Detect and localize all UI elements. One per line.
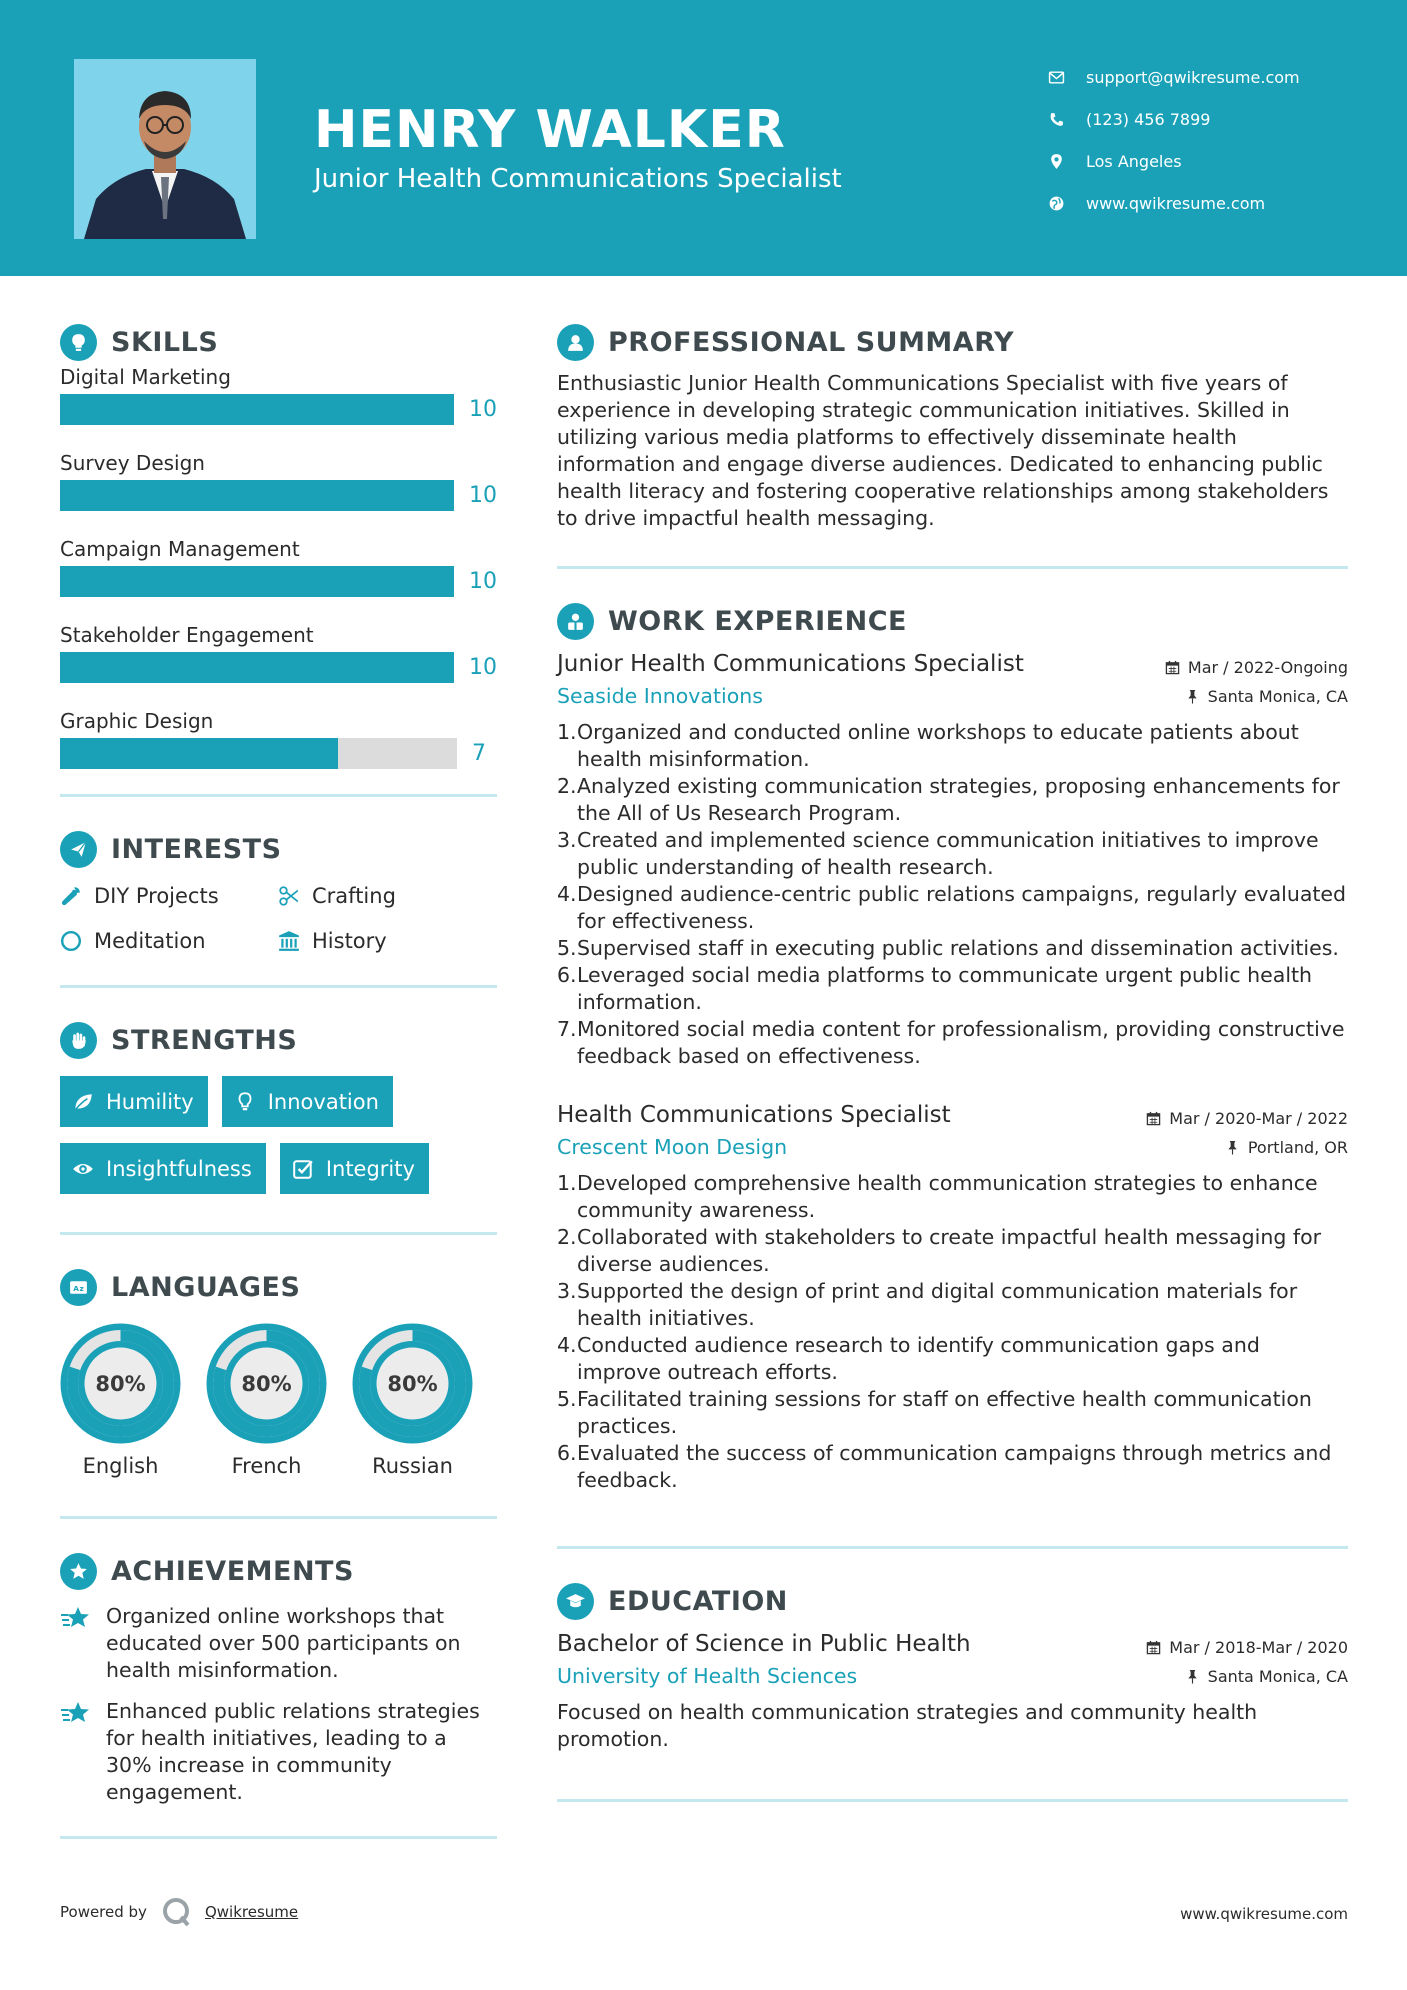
achievement-item — [60, 1698, 497, 1806]
right-column — [557, 318, 1348, 1802]
skill-name: Survey Design — [60, 451, 205, 475]
languages-title: LANGUAGES — [111, 1271, 301, 1303]
section-divider — [60, 1516, 497, 1519]
job-dates-text: Mar / 2022-Ongoing — [1187, 658, 1348, 677]
interest-label: Meditation — [94, 928, 206, 953]
education-location — [1185, 1667, 1348, 1686]
left-column — [60, 318, 497, 1839]
job-dates — [1165, 658, 1348, 677]
star-icon — [60, 1700, 92, 1728]
job-bullet: 3. Created and implemented science communication initiatives to improve public understanding of health research. — [557, 828, 1319, 879]
user-icon — [557, 324, 594, 361]
language-level: 80% — [387, 1372, 438, 1396]
strength-label: Integrity — [325, 1156, 415, 1181]
skill-item — [60, 618, 497, 683]
skill-bar-fill — [60, 394, 454, 425]
work-title: WORK EXPERIENCE — [608, 605, 907, 637]
contact-location — [1048, 140, 1300, 182]
candidate-title: Junior Health Communications Specialist — [314, 164, 842, 194]
skill-item — [60, 446, 497, 511]
contact-email-text: support@qwikresume.com — [1086, 67, 1300, 87]
education-title: EDUCATION — [608, 1585, 788, 1617]
interests-title: INTERESTS — [111, 833, 282, 865]
interest-label: DIY Projects — [94, 883, 219, 908]
achievements-section — [60, 1547, 497, 1806]
skill-name: Campaign Management — [60, 537, 300, 561]
summary-section — [557, 318, 1348, 532]
job-bullet: 1. Developed comprehensive health communication strategies to enhance community awareness. — [557, 1171, 1318, 1222]
contact-list — [1048, 56, 1300, 224]
education-description: Focused on health communication strategies and community health promotion. — [557, 1700, 1258, 1751]
contact-website[interactable] — [1048, 182, 1300, 224]
skill-value: 10 — [469, 655, 497, 680]
section-divider — [60, 1232, 497, 1235]
job-location-text: Portland, OR — [1247, 1137, 1348, 1157]
skill-value: 10 — [469, 483, 497, 508]
language-item — [60, 1323, 181, 1478]
achievement-text: Enhanced public relations strategies for health initiatives, leading to a 30% increase in community engagement. — [106, 1699, 480, 1804]
language-name: French — [231, 1454, 302, 1478]
paper-plane-icon — [60, 831, 97, 868]
strength-tag — [60, 1143, 266, 1194]
contact-website-text: www.qwikresume.com — [1086, 193, 1266, 213]
skill-bar — [60, 480, 454, 511]
company-name: Seaside Innovations — [557, 684, 763, 708]
calendar-icon — [1146, 1111, 1161, 1126]
education-dates-text: Mar / 2018-Mar / 2020 — [1169, 1638, 1348, 1657]
education-location-text: Santa Monica, CA — [1207, 1666, 1348, 1686]
check-square-icon — [292, 1158, 314, 1180]
svg-text:A: A — [73, 1283, 79, 1293]
resume-header — [0, 0, 1407, 276]
job-dates-text: Mar / 2020-Mar / 2022 — [1169, 1109, 1348, 1128]
calendar-icon — [1165, 660, 1180, 675]
interest-item — [60, 924, 278, 957]
skill-name: Stakeholder Engagement — [60, 623, 314, 647]
footer-website[interactable]: www.qwikresume.com — [1180, 1905, 1348, 1923]
strength-tag — [60, 1076, 208, 1127]
circle-icon — [60, 930, 82, 952]
school-name: University of Health Sciences — [557, 1664, 858, 1688]
job-bullet: 6. Leveraged social media platforms to communicate urgent public health information. — [557, 963, 1313, 1014]
interest-item — [278, 879, 496, 912]
institution-icon — [278, 930, 300, 952]
degree-title: Bachelor of Science in Public Health — [557, 1631, 971, 1657]
job-bullets — [557, 719, 1348, 1070]
job-bullet: 1. Organized and conducted online workshops to educate patients about health misinformation. — [557, 720, 1299, 771]
qwikresume-logo-icon — [161, 1896, 193, 1928]
education-section — [557, 1577, 1348, 1753]
section-divider — [60, 1836, 497, 1839]
skill-value: 10 — [469, 397, 497, 422]
job-bullet: 5. Facilitated training sessions for staff on effective health communication practices. — [557, 1387, 1312, 1438]
brand-link[interactable]: Qwikresume — [204, 1903, 299, 1921]
contact-phone-text: (123) 456 7899 — [1086, 109, 1211, 129]
section-divider — [60, 985, 497, 988]
language-ring — [206, 1323, 327, 1444]
job-bullet: 5. Supervised staff in executing public relations and dissemination activities. — [557, 936, 1339, 960]
skill-bar — [60, 566, 454, 597]
envelope-icon — [1048, 69, 1065, 86]
language-ring — [352, 1323, 473, 1444]
interest-item — [60, 879, 278, 912]
star-badge-icon — [60, 1553, 97, 1590]
language-ring — [60, 1323, 181, 1444]
section-divider — [557, 1799, 1348, 1802]
strength-tag — [280, 1143, 429, 1194]
skill-bar — [60, 394, 454, 425]
skill-item — [60, 704, 497, 769]
scissors-icon — [278, 885, 300, 907]
person-portrait-icon — [74, 59, 256, 239]
hand-icon — [60, 1022, 97, 1059]
job-bullet: 2. Analyzed existing communication strategies, proposing enhancements for the All of Us Research Program. — [557, 774, 1340, 825]
skill-name: Digital Marketing — [60, 365, 231, 389]
language-item — [352, 1323, 473, 1478]
strengths-title: STRENGTHS — [111, 1024, 298, 1056]
languages-section — [60, 1263, 497, 1478]
summary-text: Enthusiastic Junior Health Communications Specialist with five years of experience in developing strategic communication initiatives. Skilled in utilizing various media platforms to effectively disseminate health information and engage diverse audiences. Dedicated to enhancing public health literacy and fostering cooperative relationships among stakeholders to drive impactful health messaging. — [557, 371, 1329, 530]
job-bullets — [557, 1170, 1348, 1494]
achievement-item — [60, 1603, 497, 1684]
skill-bar-fill — [60, 480, 454, 511]
skill-value: 7 — [472, 741, 486, 766]
candidate-name: HENRY WALKER — [314, 100, 786, 160]
interest-item — [278, 924, 496, 957]
work-section — [557, 597, 1348, 1494]
job-bullet: 2. Collaborated with stakeholders to create impactful health messaging for diverse audiences. — [557, 1225, 1322, 1276]
section-divider — [557, 1546, 1348, 1549]
svg-text:z: z — [79, 1283, 84, 1293]
skill-bar-fill — [60, 738, 338, 769]
skill-item — [60, 360, 497, 425]
leaf-icon — [72, 1091, 94, 1113]
job-bullet: 6. Evaluated the success of communication campaigns through metrics and feedback. — [557, 1441, 1332, 1492]
pushpin-icon — [1185, 689, 1200, 704]
skill-bar-fill — [60, 652, 454, 683]
map-marker-icon — [1048, 153, 1065, 170]
eye-icon — [72, 1158, 94, 1180]
wrench-icon — [60, 885, 82, 907]
skill-bar — [60, 652, 454, 683]
globe-icon — [1048, 195, 1065, 212]
job-location — [1185, 687, 1348, 706]
strength-label: Innovation — [267, 1089, 379, 1114]
section-divider — [557, 566, 1348, 569]
phone-icon — [1048, 111, 1065, 128]
footer-powered-by — [60, 1896, 298, 1928]
skill-bar-fill — [60, 566, 454, 597]
job-title: Junior Health Communications Specialist — [557, 651, 1024, 677]
powered-by-label: Powered by — [60, 1903, 147, 1921]
job-bullet: 4. Designed audience-centric public relations campaigns, regularly evaluated for effectiveness. — [557, 882, 1347, 933]
job-title: Health Communications Specialist — [557, 1102, 951, 1128]
skill-value: 10 — [469, 569, 497, 594]
interest-label: History — [312, 928, 387, 953]
briefcase-user-icon — [557, 603, 594, 640]
language-item — [206, 1323, 327, 1478]
education-dates — [1146, 1638, 1348, 1657]
language-icon — [60, 1269, 97, 1306]
contact-email[interactable] — [1048, 56, 1300, 98]
lightbulb-icon — [60, 324, 97, 361]
profile-photo — [74, 59, 256, 239]
graduate-icon — [557, 1583, 594, 1620]
achievements-title: ACHIEVEMENTS — [111, 1555, 354, 1587]
company-name: Crescent Moon Design — [557, 1135, 788, 1159]
section-divider — [60, 794, 497, 797]
language-name: English — [82, 1454, 159, 1478]
language-name: Russian — [372, 1454, 453, 1478]
pushpin-icon — [1225, 1140, 1240, 1155]
job-entry — [557, 1096, 1348, 1494]
skills-section — [60, 318, 497, 769]
strengths-section — [60, 1016, 497, 1194]
job-bullet: 7. Monitored social media content for professionalism, providing constructive feedback based on effectiveness. — [557, 1017, 1345, 1068]
job-location-text: Santa Monica, CA — [1207, 686, 1348, 706]
strength-tag — [222, 1076, 393, 1127]
skill-bar — [60, 738, 457, 769]
contact-phone[interactable] — [1048, 98, 1300, 140]
skill-item — [60, 532, 497, 597]
interest-label: Crafting — [312, 883, 396, 908]
skill-name: Graphic Design — [60, 709, 214, 733]
job-location — [1225, 1138, 1348, 1157]
strength-label: Insightfulness — [106, 1156, 252, 1181]
language-level: 80% — [95, 1372, 146, 1396]
skills-title: SKILLS — [111, 326, 219, 358]
strength-label: Humility — [106, 1089, 194, 1114]
job-bullet: 4. Conducted audience research to identify communication gaps and improve outreach efforts. — [557, 1333, 1260, 1384]
summary-title: PROFESSIONAL SUMMARY — [608, 326, 1015, 358]
job-entry — [557, 645, 1348, 1070]
pushpin-icon — [1185, 1669, 1200, 1684]
lightbulb-icon — [234, 1091, 256, 1113]
job-dates — [1146, 1109, 1348, 1128]
job-bullet: 3. Supported the design of print and digital communication materials for health initiatives. — [557, 1279, 1298, 1330]
language-level: 80% — [241, 1372, 292, 1396]
interests-section — [60, 825, 497, 957]
education-entry — [557, 1625, 1348, 1753]
star-icon — [60, 1605, 92, 1633]
achievement-text: Organized online workshops that educated over 500 participants on health misinformation. — [106, 1604, 461, 1682]
contact-location-text: Los Angeles — [1086, 151, 1182, 171]
calendar-icon — [1146, 1640, 1161, 1655]
